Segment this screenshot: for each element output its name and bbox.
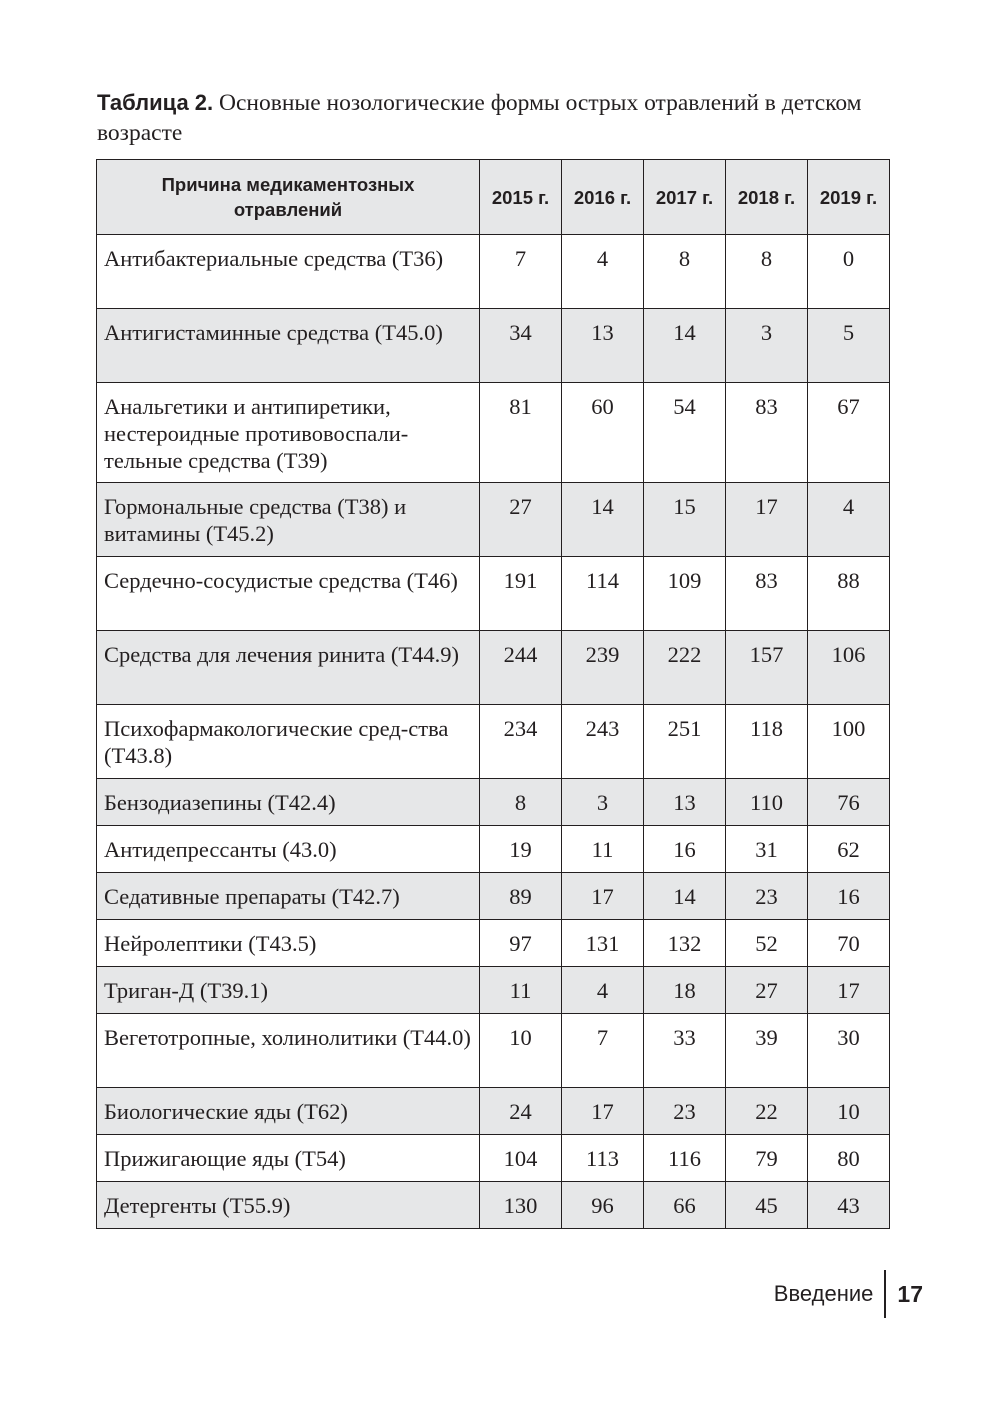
cell-value: 76: [808, 779, 890, 826]
cell-value: 54: [644, 383, 726, 483]
cell-value: 4: [562, 235, 644, 309]
cell-value: 66: [644, 1182, 726, 1229]
cell-value: 4: [808, 483, 890, 557]
table-row: [97, 705, 890, 779]
cell-value: 96: [562, 1182, 644, 1229]
cell-value: 16: [644, 826, 726, 873]
header-year-2016: 2016 г.: [562, 160, 644, 235]
cell-value: 15: [644, 483, 726, 557]
cell-value: 157: [726, 631, 808, 705]
table-body: [97, 235, 890, 1229]
cell-value: 251: [644, 705, 726, 779]
cell-value: 110: [726, 779, 808, 826]
cell-value: 33: [644, 1014, 726, 1088]
table-row: [97, 779, 890, 826]
cell-value: 130: [480, 1182, 562, 1229]
cell-value: 8: [726, 235, 808, 309]
cell-value: 8: [644, 235, 726, 309]
cell-value: 17: [562, 873, 644, 920]
cell-value: 243: [562, 705, 644, 779]
table-row: [97, 920, 890, 967]
header-cause: Причина медикаментозных отравлений: [97, 160, 480, 235]
header-year-2017: 2017 г.: [644, 160, 726, 235]
cell-value: 14: [644, 873, 726, 920]
cell-value: 244: [480, 631, 562, 705]
table-row: [97, 1135, 890, 1182]
table-row: [97, 826, 890, 873]
cell-value: 43: [808, 1182, 890, 1229]
table-header-row: [97, 160, 890, 235]
cell-cause: Бензодиазепины (T42.4): [97, 779, 480, 826]
cell-value: 7: [562, 1014, 644, 1088]
cell-value: 191: [480, 557, 562, 631]
header-year-2019: 2019 г.: [808, 160, 890, 235]
cell-value: 45: [726, 1182, 808, 1229]
cell-cause: Триган-Д (T39.1): [97, 967, 480, 1014]
cell-cause: Психофармакологические сред-ства (T43.8): [97, 705, 480, 779]
table-row: [97, 235, 890, 309]
cell-cause: Гормональные средства (T38) и витамины (T45.2): [97, 483, 480, 557]
cell-value: 17: [808, 967, 890, 1014]
cell-value: 0: [808, 235, 890, 309]
cell-cause: Антигистаминные средства (T45.0): [97, 309, 480, 383]
cell-value: 31: [726, 826, 808, 873]
cell-cause: Антидепрессанты (43.0): [97, 826, 480, 873]
cell-value: 17: [562, 1088, 644, 1135]
cell-value: 89: [480, 873, 562, 920]
cell-value: 100: [808, 705, 890, 779]
cell-value: 70: [808, 920, 890, 967]
cell-value: 16: [808, 873, 890, 920]
cell-value: 23: [644, 1088, 726, 1135]
cell-value: 132: [644, 920, 726, 967]
table-row: [97, 557, 890, 631]
cell-value: 10: [808, 1088, 890, 1135]
table-caption-text: Основные нозологические формы острых отравлений в детском возрасте: [97, 90, 862, 146]
cell-value: 27: [480, 483, 562, 557]
cell-value: 27: [726, 967, 808, 1014]
cell-value: 22: [726, 1088, 808, 1135]
cell-value: 83: [726, 557, 808, 631]
table-row: [97, 483, 890, 557]
cell-value: 14: [562, 483, 644, 557]
table-row: [97, 1014, 890, 1088]
cell-value: 30: [808, 1014, 890, 1088]
cell-value: 17: [726, 483, 808, 557]
cell-value: 81: [480, 383, 562, 483]
page-footer: [774, 1270, 923, 1318]
cell-value: 104: [480, 1135, 562, 1182]
cell-cause: Анальгетики и антипиретики, нестероидные противовоспали-тельные средства (T39): [97, 383, 480, 483]
table-row: [97, 383, 890, 483]
cell-cause: Детергенты (T55.9): [97, 1182, 480, 1229]
header-year-2015: 2015 г.: [480, 160, 562, 235]
cell-value: 5: [808, 309, 890, 383]
cell-value: 79: [726, 1135, 808, 1182]
table-row: [97, 631, 890, 705]
table-row: [97, 1088, 890, 1135]
footer-section-title: Введение: [773, 1281, 874, 1306]
cell-value: 3: [562, 779, 644, 826]
cell-value: 7: [480, 235, 562, 309]
cell-value: 60: [562, 383, 644, 483]
cell-value: 24: [480, 1088, 562, 1135]
table-caption: [97, 88, 897, 148]
cell-value: 4: [562, 967, 644, 1014]
cell-value: 19: [480, 826, 562, 873]
table-caption-label: Таблица 2.: [97, 90, 214, 115]
table-row: [97, 967, 890, 1014]
cell-cause: Антибактериальные средства (T36): [97, 235, 480, 309]
cell-value: 13: [644, 779, 726, 826]
cell-value: 239: [562, 631, 644, 705]
cell-value: 118: [726, 705, 808, 779]
cell-value: 18: [644, 967, 726, 1014]
cell-cause: Прижигающие яды (T54): [97, 1135, 480, 1182]
header-year-2018: 2018 г.: [726, 160, 808, 235]
cell-cause: Седативные препараты (T42.7): [97, 873, 480, 920]
cell-value: 34: [480, 309, 562, 383]
cell-value: 97: [480, 920, 562, 967]
cell-cause: Средства для лечения ринита (T44.9): [97, 631, 480, 705]
cell-value: 13: [562, 309, 644, 383]
cell-value: 109: [644, 557, 726, 631]
cell-value: 62: [808, 826, 890, 873]
cell-value: 222: [644, 631, 726, 705]
cell-value: 8: [480, 779, 562, 826]
cell-value: 11: [562, 826, 644, 873]
cell-value: 80: [808, 1135, 890, 1182]
cell-value: 88: [808, 557, 890, 631]
cell-value: 116: [644, 1135, 726, 1182]
table-row: [97, 873, 890, 920]
cell-value: 234: [480, 705, 562, 779]
table-row: [97, 309, 890, 383]
cell-value: 52: [726, 920, 808, 967]
poisoning-table: [96, 159, 890, 1229]
cell-cause: Нейролептики (T43.5): [97, 920, 480, 967]
cell-value: 106: [808, 631, 890, 705]
cell-cause: Биологические яды (T62): [97, 1088, 480, 1135]
cell-value: 131: [562, 920, 644, 967]
cell-cause: Сердечно-сосудистые средства (T46): [97, 557, 480, 631]
cell-value: 114: [562, 557, 644, 631]
cell-value: 83: [726, 383, 808, 483]
cell-value: 67: [808, 383, 890, 483]
cell-value: 10: [480, 1014, 562, 1088]
cell-cause: Вегетотропные, холинолитики (T44.0): [97, 1014, 480, 1088]
cell-value: 14: [644, 309, 726, 383]
cell-value: 3: [726, 309, 808, 383]
table-row: [97, 1182, 890, 1229]
cell-value: 39: [726, 1014, 808, 1088]
page-number: 17: [897, 1280, 923, 1307]
cell-value: 23: [726, 873, 808, 920]
cell-value: 113: [562, 1135, 644, 1182]
cell-value: 11: [480, 967, 562, 1014]
